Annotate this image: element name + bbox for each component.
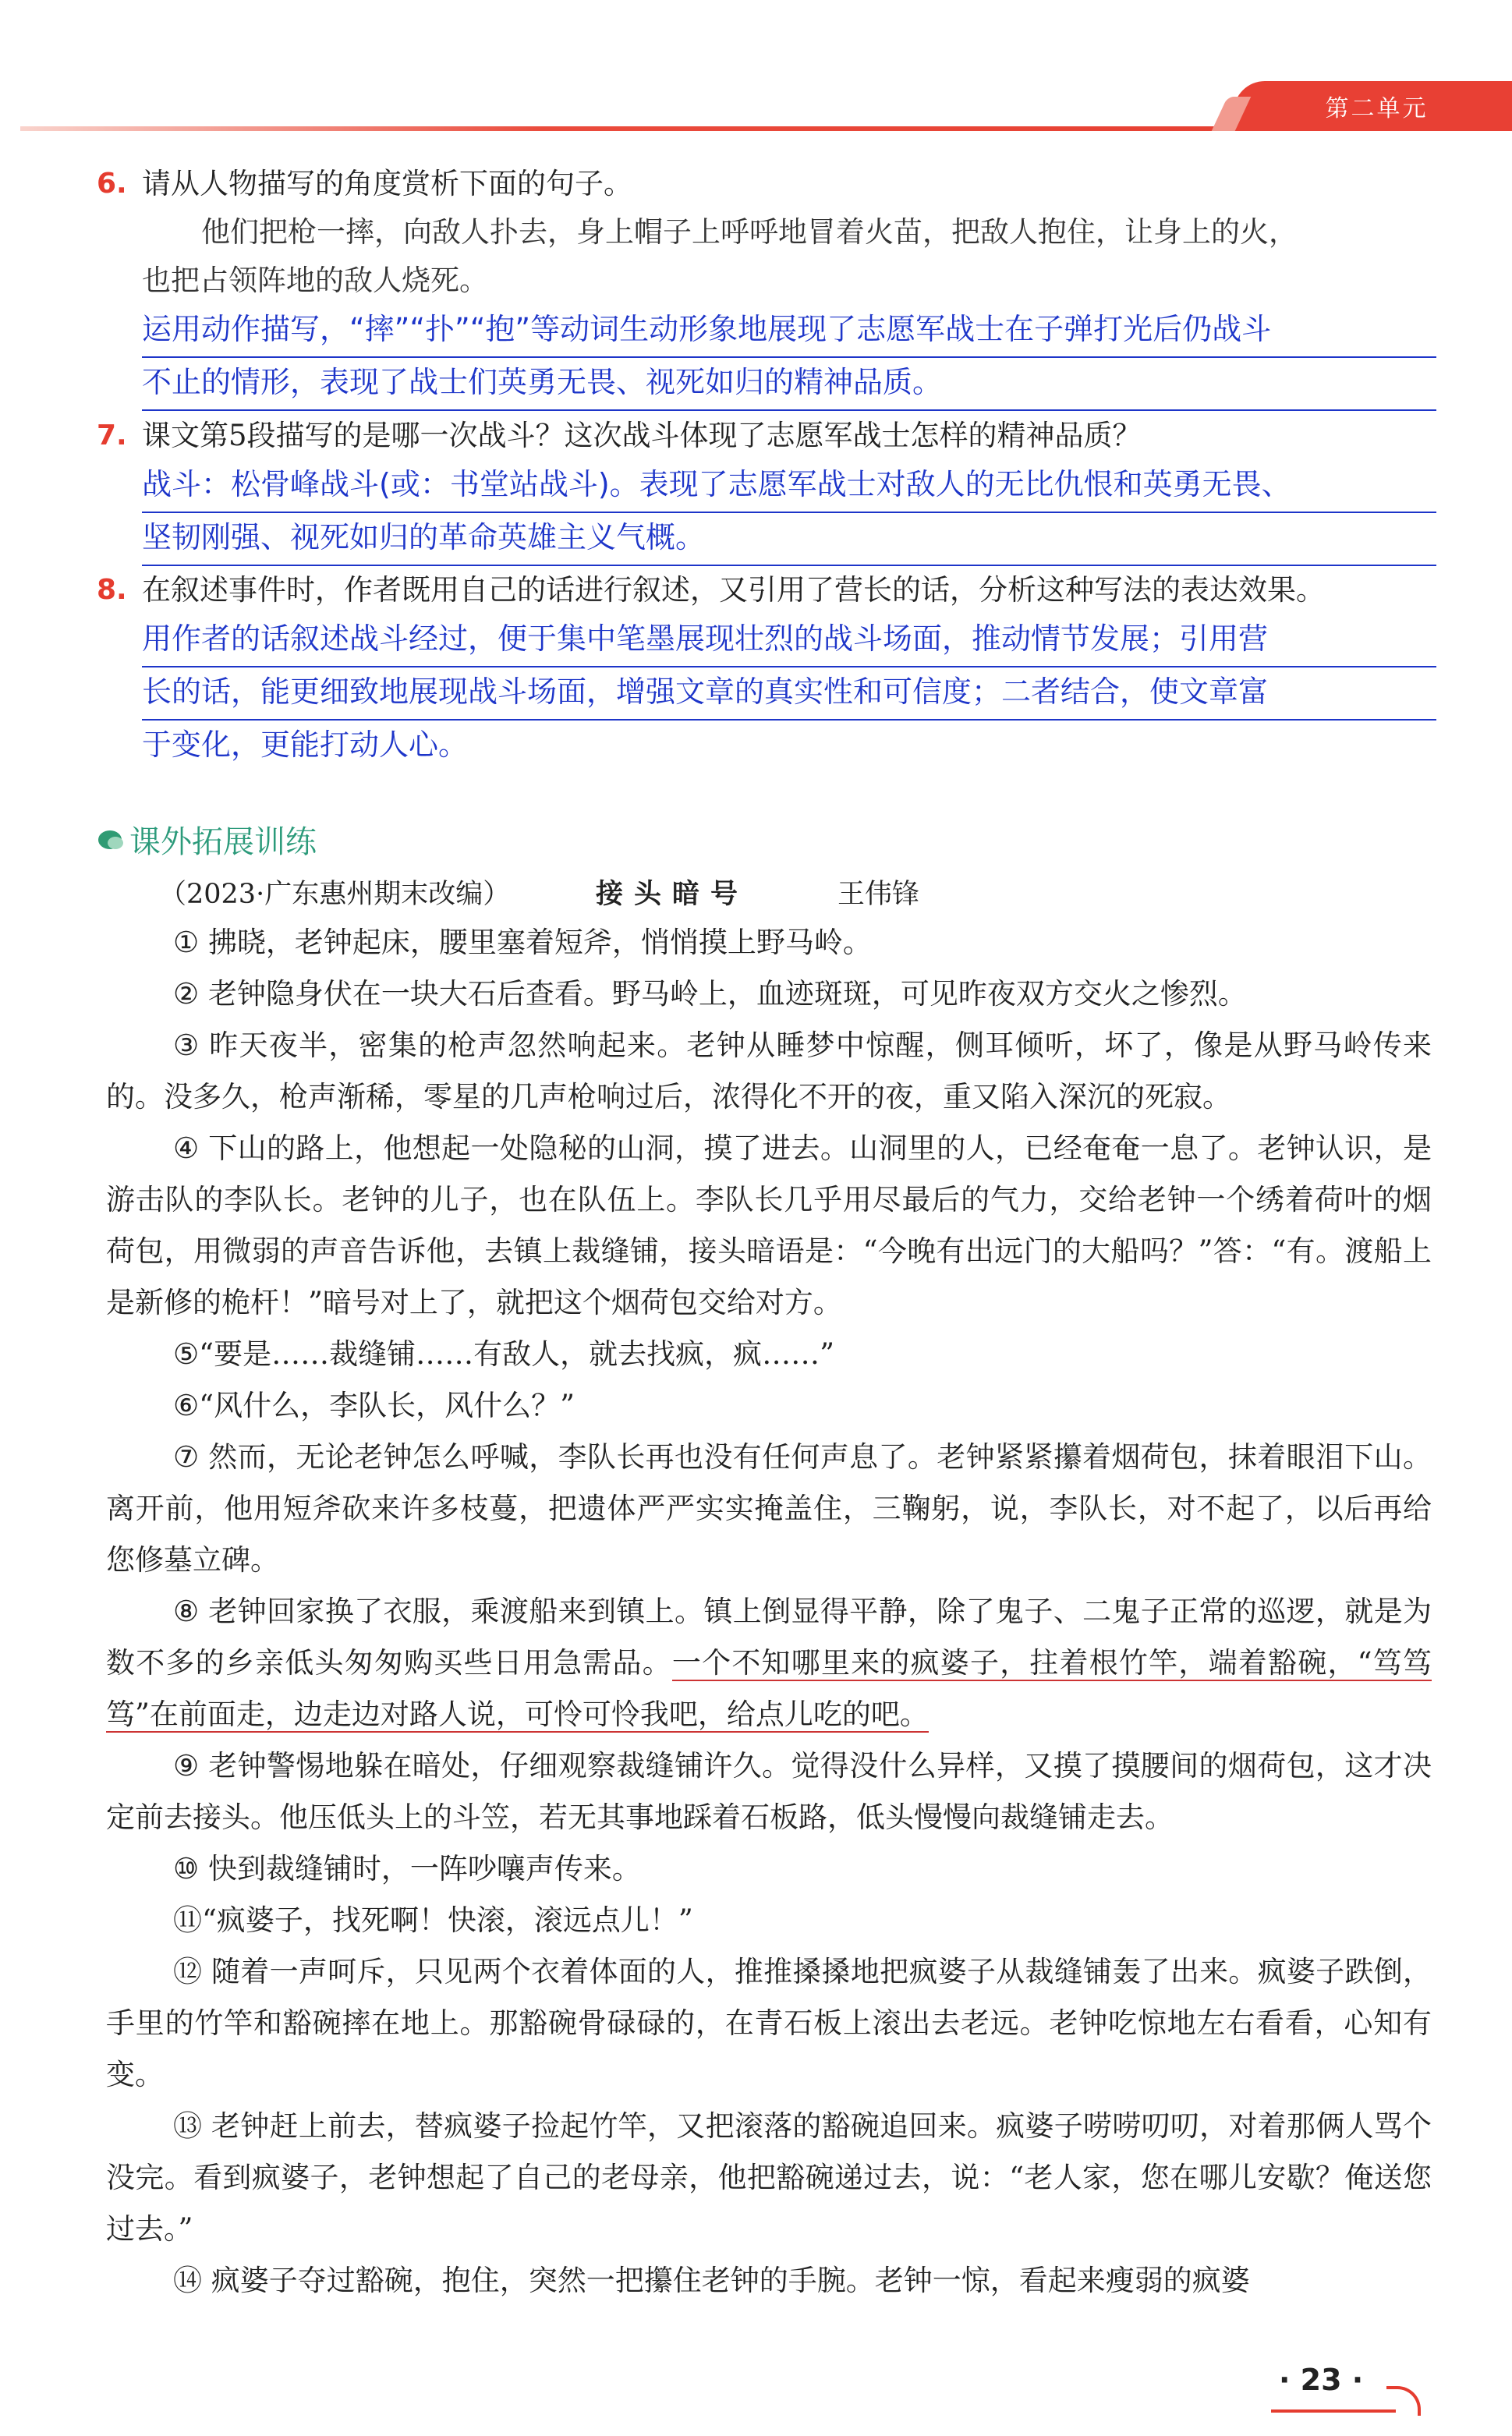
paragraph-text: 下山的路上，他想起一处隐秘的山洞，摸了进去。山洞里的人，已经奄奄一息了。老钟认识，是游击队的李队长。老钟的儿子，也在队伍上。李队长几乎用尽最后的气力，交给老钟一个绣着荷叶的烟荷包，用微弱的声音告诉他，去镇上裁缝铺，接头暗语是：“今晚有出远门的大船吗？”答：“有。渡船上是新修的桅杆！”暗号对上了，就把这个烟荷包交给对方。 <box>106 1131 1432 1319</box>
answer-line: 用作者的话叙述战斗经过，便于集中笔墨展现壮烈的战斗场面，推动情节发展；引用营 <box>142 614 1436 667</box>
paragraph <box>106 1123 1432 1329</box>
page-number-rule <box>1271 2409 1396 2413</box>
question-8 <box>98 566 1432 772</box>
paragraph <box>106 1329 1432 1380</box>
answer-line: 坚韧刚强、视死如归的革命英雄主义气概。 <box>142 513 1436 566</box>
paragraph-text: 然而，无论老钟怎么呼喊，李队长再也没有任何声息了。老钟紧紧攥着烟荷包，抹着眼泪下山。离开前，他用短斧砍来许多枝蔓，把遗体严严实实掩盖住，三鞠躬，说，李队长，对不起了，以后再给您修墓立碑。 <box>106 1440 1432 1577</box>
paragraph <box>106 1432 1432 1586</box>
paragraph-number: ⑤ <box>173 1337 200 1371</box>
paragraph-number: ⑨ <box>173 1749 200 1783</box>
answer-line: 长的话，能更细致地展现战斗场面，增强文章的真实性和可信度；二者结合，使文章富 <box>142 667 1436 721</box>
answer <box>142 614 1432 772</box>
paragraph-number: ⑧ <box>173 1595 200 1628</box>
paragraph <box>106 968 1432 1020</box>
page-number: · 23 · <box>1279 2363 1364 2397</box>
paragraph-text: 老钟赶上前去，替疯婆子捡起竹竿，又把滚落的豁碗追回来。疯婆子唠唠叨叨，对着那俩人骂个没完。看到疯婆子，老钟想起了自己的老母亲，他把豁碗递过去，说：“老人家，您在哪儿安歇？俺送您过去。” <box>106 2109 1432 2246</box>
reading-author: 王伟锋 <box>837 879 920 910</box>
paragraph-number: ④ <box>173 1131 200 1165</box>
reading-heading <box>159 875 919 914</box>
section-title-text: 课外拓展训练 <box>129 824 317 860</box>
answer <box>142 460 1432 566</box>
paragraph-text: 昨天夜半，密集的枪声忽然响起来。老钟从睡梦中惊醒，侧耳倾听，坏了，像是从野马岭传来的。没多久，枪声渐稀，零星的几声枪响过后，浓得化不开的夜，重又陷入深沉的死寂。 <box>106 1029 1432 1114</box>
paragraph-text: 老钟隐身伏在一块大石后查看。野马岭上，血迹斑斑，可见昨夜双方交火之惨烈。 <box>207 977 1247 1011</box>
reading-passage <box>106 917 1432 2307</box>
paragraph-text: “风什么，李队长，风什么？” <box>199 1389 575 1422</box>
paragraph <box>106 1020 1432 1123</box>
quote-line: 也把占领阵地的敌人烧死。 <box>142 264 488 297</box>
answer-line: 运用动作描写，“摔”“扑”“抱”等动词生动形象地展现了志愿军战士在子弹打光后仍战斗 <box>142 305 1436 358</box>
question-prompt: 在叙述事件时，作者既用自己的话进行叙述，又引用了营长的话，分析这种写法的表达效果。 <box>142 573 1325 607</box>
quoted-sentence <box>142 208 1432 305</box>
question-number: 6. <box>97 168 127 200</box>
paragraph <box>106 1946 1432 2101</box>
paragraph-number: ⑭ <box>173 2264 202 2297</box>
paragraph-number: ② <box>173 977 200 1011</box>
reading-source: （2023·广东惠州期末改编） <box>159 879 511 910</box>
paragraph <box>106 1895 1432 1946</box>
paragraph <box>106 1740 1432 1843</box>
paragraph-number: ③ <box>173 1029 200 1062</box>
question-6 <box>98 160 1432 411</box>
answer-line: 战斗：松骨峰战斗(或：书堂站战斗)。表现了志愿军战士对敌人的无比仇恨和英勇无畏、 <box>142 460 1436 513</box>
answer <box>142 305 1432 411</box>
paragraph-text: “疯婆子，找死啊！快滚，滚远点儿！” <box>202 1903 693 1937</box>
paragraph-number: ① <box>173 926 200 959</box>
paragraph <box>106 2255 1432 2307</box>
unit-tab: 第二单元 <box>1234 81 1512 131</box>
section-bullet-icon <box>98 830 122 849</box>
paragraph <box>106 2101 1432 2255</box>
paragraph-number: ⑬ <box>173 2109 202 2143</box>
paragraph-text: 快到裁缝铺时，一阵吵嚷声传来。 <box>207 1852 641 1885</box>
paragraph <box>106 917 1432 968</box>
underlined-sentence: 一个不知哪里来的疯婆子，拄着根竹竿，端着豁碗，“笃笃笃”在前面走，边走边对路人说，可怜可怜我吧，给点儿吃的吧。 <box>106 1646 1432 1731</box>
page-number-curl <box>1386 2386 1421 2416</box>
paragraph-text: “要是……裁缝铺……有敌人，就去找疯，疯……” <box>199 1337 835 1371</box>
paragraph-number: ⑩ <box>173 1852 200 1885</box>
quote-line: 他们把枪一摔，向敌人扑去，身上帽子上呼呼地冒着火苗，把敌人抱住，让身上的火， <box>201 215 1298 249</box>
paragraph-text: 拂晓，老钟起床，腰里塞着短斧，悄悄摸上野马岭。 <box>207 926 872 959</box>
question-number: 8. <box>97 574 127 606</box>
question-prompt: 课文第5段描写的是哪一次战斗？这次战斗体现了志愿军战士怎样的精神品质？ <box>142 419 1142 452</box>
paragraph-number: ⑪ <box>173 1903 202 1937</box>
question-prompt: 请从人物描写的角度赏析下面的句子。 <box>142 167 632 200</box>
paragraph <box>106 1586 1432 1740</box>
answer-line: 不止的情形，表现了战士们英勇无畏、视死如归的精神品质。 <box>142 358 1436 411</box>
paragraph-number: ⑫ <box>173 1955 202 1988</box>
paragraph <box>106 1843 1432 1895</box>
paragraph-text: 随着一声呵斥，只见两个衣着体面的人，推推搡搡地把疯婆子从裁缝铺轰了出来。疯婆子跌倒，手里的竹竿和豁碗摔在地上。那豁碗骨碌碌的，在青石板上滚出去老远。老钟吃惊地左右看看，心知有变。 <box>106 1955 1432 2091</box>
answer-line: 于变化，更能打动人心。 <box>142 728 469 762</box>
paragraph-text: 老钟警惕地躲在暗处，仔细观察裁缝铺许久。觉得没什么异样，又摸了摸腰间的烟荷包，这才决定前去接头。他压低头上的斗笠，若无其事地踩着石板路，低头慢慢向裁缝铺走去。 <box>106 1749 1432 1834</box>
paragraph-text: 老钟回家换了衣服，乘渡船来到镇上。镇上倒显得平静，除了鬼子、二鬼子正常的巡逻，就是为数不多的乡亲低头匆匆购买些日用急需品。 <box>106 1595 1432 1680</box>
question-7 <box>98 412 1432 566</box>
section-title <box>98 817 317 862</box>
reading-title: 接头暗号 <box>596 878 749 910</box>
paragraph-number: ⑦ <box>173 1440 200 1474</box>
paragraph-number: ⑥ <box>173 1389 200 1422</box>
paragraph <box>106 1380 1432 1432</box>
question-number: 7. <box>97 420 127 451</box>
paragraph-text: 疯婆子夺过豁碗，抱住，突然一把攥住老钟的手腕。老钟一惊，看起来瘦弱的疯婆 <box>211 2264 1250 2297</box>
